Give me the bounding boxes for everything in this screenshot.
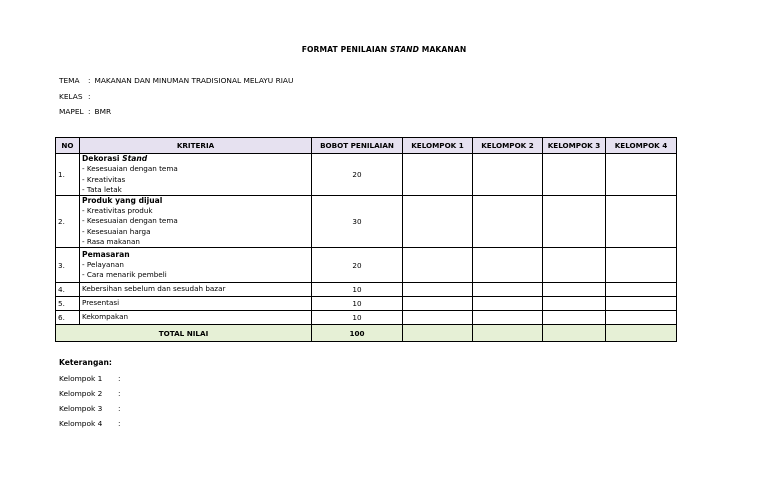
meta-mapel — [59, 107, 111, 116]
score-cell-kelompok-4 — [606, 248, 677, 283]
score-cell-kelompok-1 — [403, 196, 473, 248]
header-kelompok-3: KELOMPOK 3 — [543, 138, 606, 154]
row-number: 4. — [56, 283, 80, 297]
row-number: 1. — [56, 154, 80, 196]
criteria-item: - Kesesuaian dengan tema — [82, 216, 178, 226]
score-cell-kelompok-1 — [403, 283, 473, 297]
criteria-item: - Rasa makanan — [82, 236, 140, 246]
keterangan-label: Kelompok 2 — [59, 389, 103, 398]
criteria-text: Presentasi — [80, 297, 312, 311]
score-cell-kelompok-3 — [543, 311, 606, 325]
criteria-item: - Tata letak — [82, 184, 122, 194]
total-cell-kelompok-2 — [473, 325, 543, 342]
bobot-value: 20 — [312, 248, 403, 283]
keterangan-item — [59, 404, 121, 413]
table-row — [56, 248, 677, 283]
bobot-value: 10 — [312, 297, 403, 311]
score-cell-kelompok-3 — [543, 154, 606, 196]
criteria-text: Kekompakan — [80, 311, 312, 325]
header-kelompok-4: KELOMPOK 4 — [606, 138, 677, 154]
total-value: 100 — [312, 325, 403, 342]
score-cell-kelompok-1 — [403, 297, 473, 311]
criteria-heading: Pemasaran — [82, 249, 130, 259]
header-kelompok-2: KELOMPOK 2 — [473, 138, 543, 154]
keterangan-colon: : — [118, 404, 121, 413]
score-cell-kelompok-4 — [606, 311, 677, 325]
bobot-value: 10 — [312, 311, 403, 325]
criteria-cell — [80, 196, 312, 248]
row-number: 2. — [56, 196, 80, 248]
header-bobot: BOBOT PENILAIAN — [312, 138, 403, 154]
title-suffix: MAKANAN — [419, 45, 467, 54]
keterangan-label: Kelompok 1 — [59, 374, 103, 383]
meta-label: KELAS — [59, 92, 83, 101]
total-cell-kelompok-4 — [606, 325, 677, 342]
header-no: NO — [56, 138, 80, 154]
total-cell-kelompok-1 — [403, 325, 473, 342]
meta-colon: : — [88, 107, 91, 116]
keterangan-item — [59, 389, 121, 398]
bobot-value: 20 — [312, 154, 403, 196]
header-kriteria: KRITERIA — [80, 138, 312, 154]
criteria-heading: Dekorasi Stand — [82, 154, 148, 164]
score-cell-kelompok-3 — [543, 283, 606, 297]
score-cell-kelompok-2 — [473, 283, 543, 297]
score-cell-kelompok-4 — [606, 283, 677, 297]
meta-colon: : — [88, 76, 91, 85]
score-cell-kelompok-1 — [403, 311, 473, 325]
criteria-cell — [80, 154, 312, 196]
keterangan-item — [59, 419, 121, 428]
table-row — [56, 196, 677, 248]
document-title — [0, 45, 768, 54]
meta-value: BMR — [94, 107, 112, 116]
score-cell-kelompok-2 — [473, 311, 543, 325]
keterangan-colon: : — [118, 374, 121, 383]
score-cell-kelompok-2 — [473, 154, 543, 196]
score-cell-kelompok-2 — [473, 196, 543, 248]
table-row — [56, 311, 677, 325]
criteria-cell — [80, 248, 312, 283]
score-cell-kelompok-1 — [403, 154, 473, 196]
header-kelompok-1: KELOMPOK 1 — [403, 138, 473, 154]
title-main: FORMAT PENILAIAN — [301, 45, 390, 54]
table-row — [56, 283, 677, 297]
keterangan-label: Kelompok 4 — [59, 419, 103, 428]
bobot-value: 10 — [312, 283, 403, 297]
score-cell-kelompok-3 — [543, 297, 606, 311]
score-cell-kelompok-4 — [606, 297, 677, 311]
total-cell-kelompok-3 — [543, 325, 606, 342]
keterangan-label: Kelompok 3 — [59, 404, 103, 413]
row-number: 6. — [56, 311, 80, 325]
keterangan-title: Keterangan: — [59, 358, 112, 367]
bobot-value: 30 — [312, 196, 403, 248]
score-cell-kelompok-4 — [606, 154, 677, 196]
criteria-text: Kebersihan sebelum dan sesudah bazar — [80, 283, 312, 297]
assessment-table — [55, 137, 677, 342]
meta-kelas — [59, 92, 95, 101]
keterangan-item — [59, 374, 121, 383]
row-number: 5. — [56, 297, 80, 311]
score-cell-kelompok-1 — [403, 248, 473, 283]
table-row — [56, 154, 677, 196]
meta-label: MAPEL — [59, 107, 84, 116]
score-cell-kelompok-2 — [473, 297, 543, 311]
criteria-item: - Kesesuaian harga — [82, 226, 151, 236]
score-cell-kelompok-3 — [543, 196, 606, 248]
total-row — [56, 325, 677, 342]
criteria-heading: Produk yang dijual — [82, 196, 163, 205]
meta-tema — [59, 76, 293, 85]
row-number: 3. — [56, 248, 80, 283]
criteria-item: - Kreativitas — [82, 174, 126, 184]
total-label: TOTAL NILAI — [56, 325, 312, 342]
criteria-item: - Kreativitas produk — [82, 206, 153, 216]
score-cell-kelompok-2 — [473, 248, 543, 283]
table-row — [56, 297, 677, 311]
table-header-row — [56, 138, 677, 154]
meta-value: MAKANAN DAN MINUMAN TRADISIONAL MELAYU RIAU — [94, 76, 294, 85]
meta-label: TEMA — [59, 76, 80, 85]
keterangan-colon: : — [118, 389, 121, 398]
score-cell-kelompok-4 — [606, 196, 677, 248]
criteria-item: - Cara menarik pembeli — [82, 270, 167, 280]
criteria-item: - Kesesuaian dengan tema — [82, 164, 178, 174]
title-italic: STAND — [389, 45, 420, 54]
criteria-item: - Pelayanan — [82, 259, 124, 269]
score-cell-kelompok-3 — [543, 248, 606, 283]
keterangan-colon: : — [118, 419, 121, 428]
meta-colon: : — [88, 92, 91, 101]
